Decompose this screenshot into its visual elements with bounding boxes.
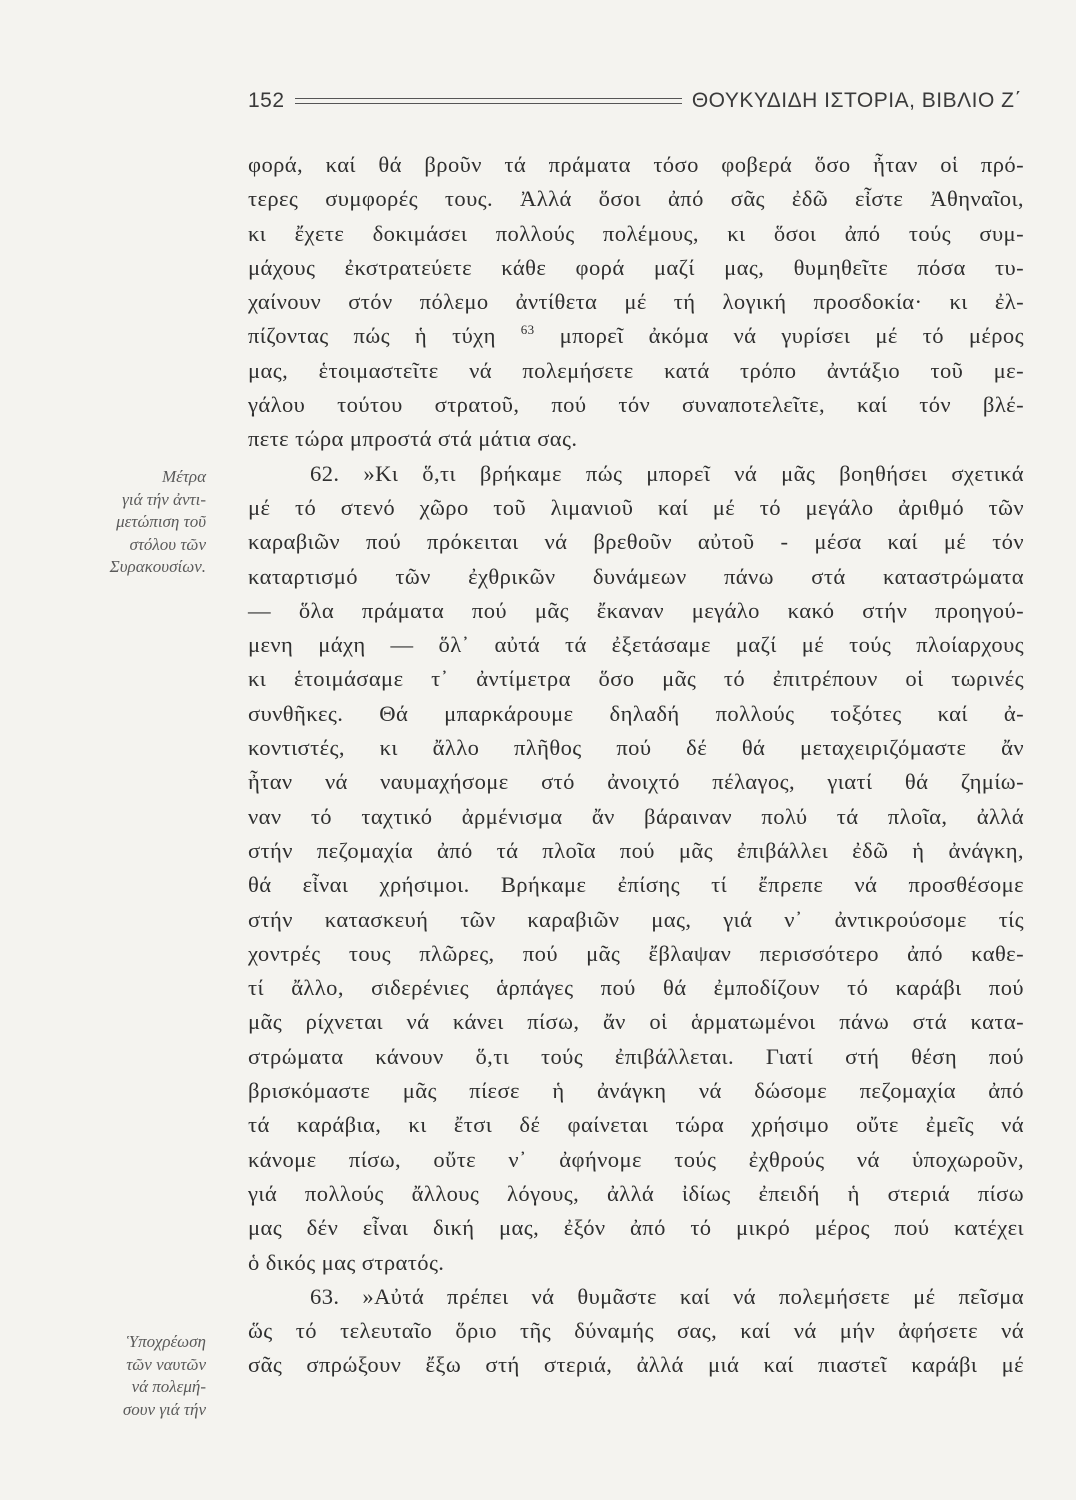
text-line: κι ἑτοιμάσαμε τ᾽ ἀντίμετρα ὅσο μᾶς τό ἐπιτρέπουν οἱ τωρινές [248, 666, 1024, 692]
margin-note-line: γιά τήν ἀντι- [122, 489, 206, 509]
text-line: καταρτισμό τῶν ἐχθρικῶν δυνάμεων πάνω στά καταστρώματα [248, 563, 1024, 589]
text-line-with-footnote [248, 319, 1024, 353]
paragraph-63-start: 63. »Αὐτά πρέπει νά θυμᾶστε καί νά πολεμήσετε μέ πεῖσμα [310, 1283, 1024, 1309]
text-line: στρώματα κάνουν ὅ,τι τούς ἐπιβάλλεται. Γιατί στή θέση πού [248, 1043, 1024, 1069]
paragraph-62-start: 62. »Κι ὅ,τι βρήκαμε πώς μπορεῖ νά μᾶς βοηθήσει σχετικά [310, 460, 1024, 486]
margin-note-measures [0, 466, 206, 579]
text-line: θά εἶναι χρήσιμοι. Βρήκαμε ἐπίσης τί ἔπρεπε νά προσθέσομε [248, 872, 1024, 898]
text-line: βρισκόμαστε μᾶς πίεσε ἡ ἀνάγκη νά δώσομε πεζομαχία ἀπό [248, 1078, 1024, 1104]
text-line: μας, ἑτοιμαστεῖτε νά πολεμήσετε κατά τρόπο ἀντάξιο τοῦ με- [248, 357, 1024, 383]
text-line: χοντρές τους πλῶρες, πού μᾶς ἔβλαψαν περισσότερο ἀπό καθε- [248, 940, 1024, 966]
text-line: πετε τώρα μπροστά στά μάτια σας. [248, 426, 578, 452]
text-line: φορά, καί θά βροῦν τά πράματα τόσο φοβερά ὅσο ἦταν οἱ πρό- [248, 152, 1024, 177]
running-header [248, 86, 1022, 116]
footnote-marker: 63 [520, 322, 535, 338]
text-segment: πίζοντας πώς ἡ τύχη [248, 323, 496, 349]
margin-note-line: τῶν ναυτῶν [126, 1354, 206, 1374]
margin-note-line: σουν γιά τήν [122, 1399, 206, 1419]
text-line: στήν πεζομαχία ἀπό τά πλοῖα πού μᾶς ἐπιβάλλει ἐδῶ ἡ ἀνάγκη, [248, 837, 1024, 863]
text-line: μέ τό στενό χῶρο τοῦ λιμανιοῦ καί μέ τό μεγάλο ἀριθμό τῶν [248, 494, 1024, 520]
margin-note-line: Ὑποχρέωση [127, 1332, 206, 1351]
text-line: τερες συμφορές τους. Ἀλλά ὅσοι ἀπό σᾶς ἐδῶ εἶστε Ἀθηναῖοι, [248, 186, 1024, 212]
header-rule [295, 98, 682, 104]
margin-note-line: Συρακουσίων. [109, 557, 206, 576]
text-line: συνθῆκες. Θά μπαρκάρουμε δηλαδή πολλούς τοξότες καί ἀ- [248, 700, 1024, 726]
text-line: γάλου τούτου στρατοῦ, πού τόν συναποτελεῖτε, καί τόν βλέ- [248, 392, 1024, 418]
text-line: τά καράβια, κι ἔτσι δέ φαίνεται τώρα χρήσιμο οὔτε ἐμεῖς νά [248, 1112, 1024, 1138]
margin-note-line: νά πολεμή- [131, 1377, 206, 1396]
text-line: στήν κατασκευή τῶν καραβιῶν μας, γιά ν᾽ ἀντικρούσομε τίς [248, 906, 1024, 932]
text-line: ἦταν νά ναυμαχήσομε στό ἀνοιχτό πέλαγος, γιατί θά ζημίω- [248, 769, 1024, 795]
text-line: τί ἄλλο, σιδερένιες ἁρπάγες πού θά ἐμποδίζουν τό καράβι πού [248, 975, 1024, 1001]
text-line: μάχους ἐκστρατεύετε κάθε φορά μαζί μας, θυμηθεῖτε πόσα τυ- [248, 254, 1024, 280]
text-line: μας δέν εἶναι δική μας, ἐξόν ἀπό τό μικρό μέρος πού κατέχει [248, 1215, 1024, 1241]
margin-note-obligation [0, 1331, 206, 1421]
page-number: 152 [248, 89, 285, 112]
body-text [248, 148, 1024, 1383]
text-line: μᾶς ρίχνεται νά κάνει πίσω, ἄν οἱ ἁρματωμένοι πάνω στά κατα- [248, 1009, 1024, 1035]
text-line: γιά πολλούς ἄλλους λόγους, ἀλλά ἰδίως ἐπειδή ἡ στεριά πίσω [248, 1180, 1024, 1206]
text-segment: μπορεῖ ἀκόμα νά γυρίσει μέ τό μέρος [559, 323, 1024, 349]
text-line: ὥς τό τελευταῖο ὅριο τῆς δύναμής σας, καί νά μήν ἀφήσετε νά [248, 1318, 1024, 1344]
text-line: κοντιστές, κι ἄλλο πλῆθος πού δέ θά μεταχειριζόμαστε ἄν [248, 735, 1024, 761]
text-line: μενη μάχη — ὅλ᾽ αὐτά τά ἐξετάσαμε μαζί μέ τούς πλοίαρχους [248, 632, 1024, 658]
running-title: ΘΟΥΚΥΔΙΔΗ ΙΣΤΟΡΙΑ, ΒΙΒΛΙΟ Ζ΄ [691, 89, 1022, 112]
text-line: χαίνουν στόν πόλεμο ἀντίθετα μέ τή λογική προσδοκία· κι ἐλ- [248, 289, 1024, 315]
text-line: κάνομε πίσω, οὔτε ν᾽ ἀφήνομε τούς ἐχθρούς νά ὑποχωροῦν, [248, 1146, 1024, 1172]
text-line: σᾶς σπρώξουν ἔξω στή στεριά, ἀλλά μιά καί πιαστεῖ καράβι μέ [248, 1352, 1024, 1378]
text-line: καραβιῶν πού πρόκειται νά βρεθοῦν αὐτοῦ - μέσα καί μέ τόν [248, 529, 1024, 555]
margin-note-line: μετώπιση τοῦ [116, 512, 206, 531]
text-line: ναν τό ταχτικό ἀρμένισμα ἄν βάραιναν πολύ τά πλοῖα, ἀλλά [248, 803, 1024, 829]
text-line: κι ἔχετε δοκιμάσει πολλούς πολέμους, κι ὅσοι ἀπό τούς συμ- [248, 220, 1024, 246]
margin-note-line: Μέτρα [161, 467, 206, 486]
text-line: ὁ δικός μας στρατός. [248, 1249, 445, 1275]
margin-note-line: στόλου τῶν [129, 534, 206, 554]
text-line: — ὅλα πράματα πού μᾶς ἔκαναν μεγάλο κακό στήν προηγού- [248, 597, 1024, 623]
